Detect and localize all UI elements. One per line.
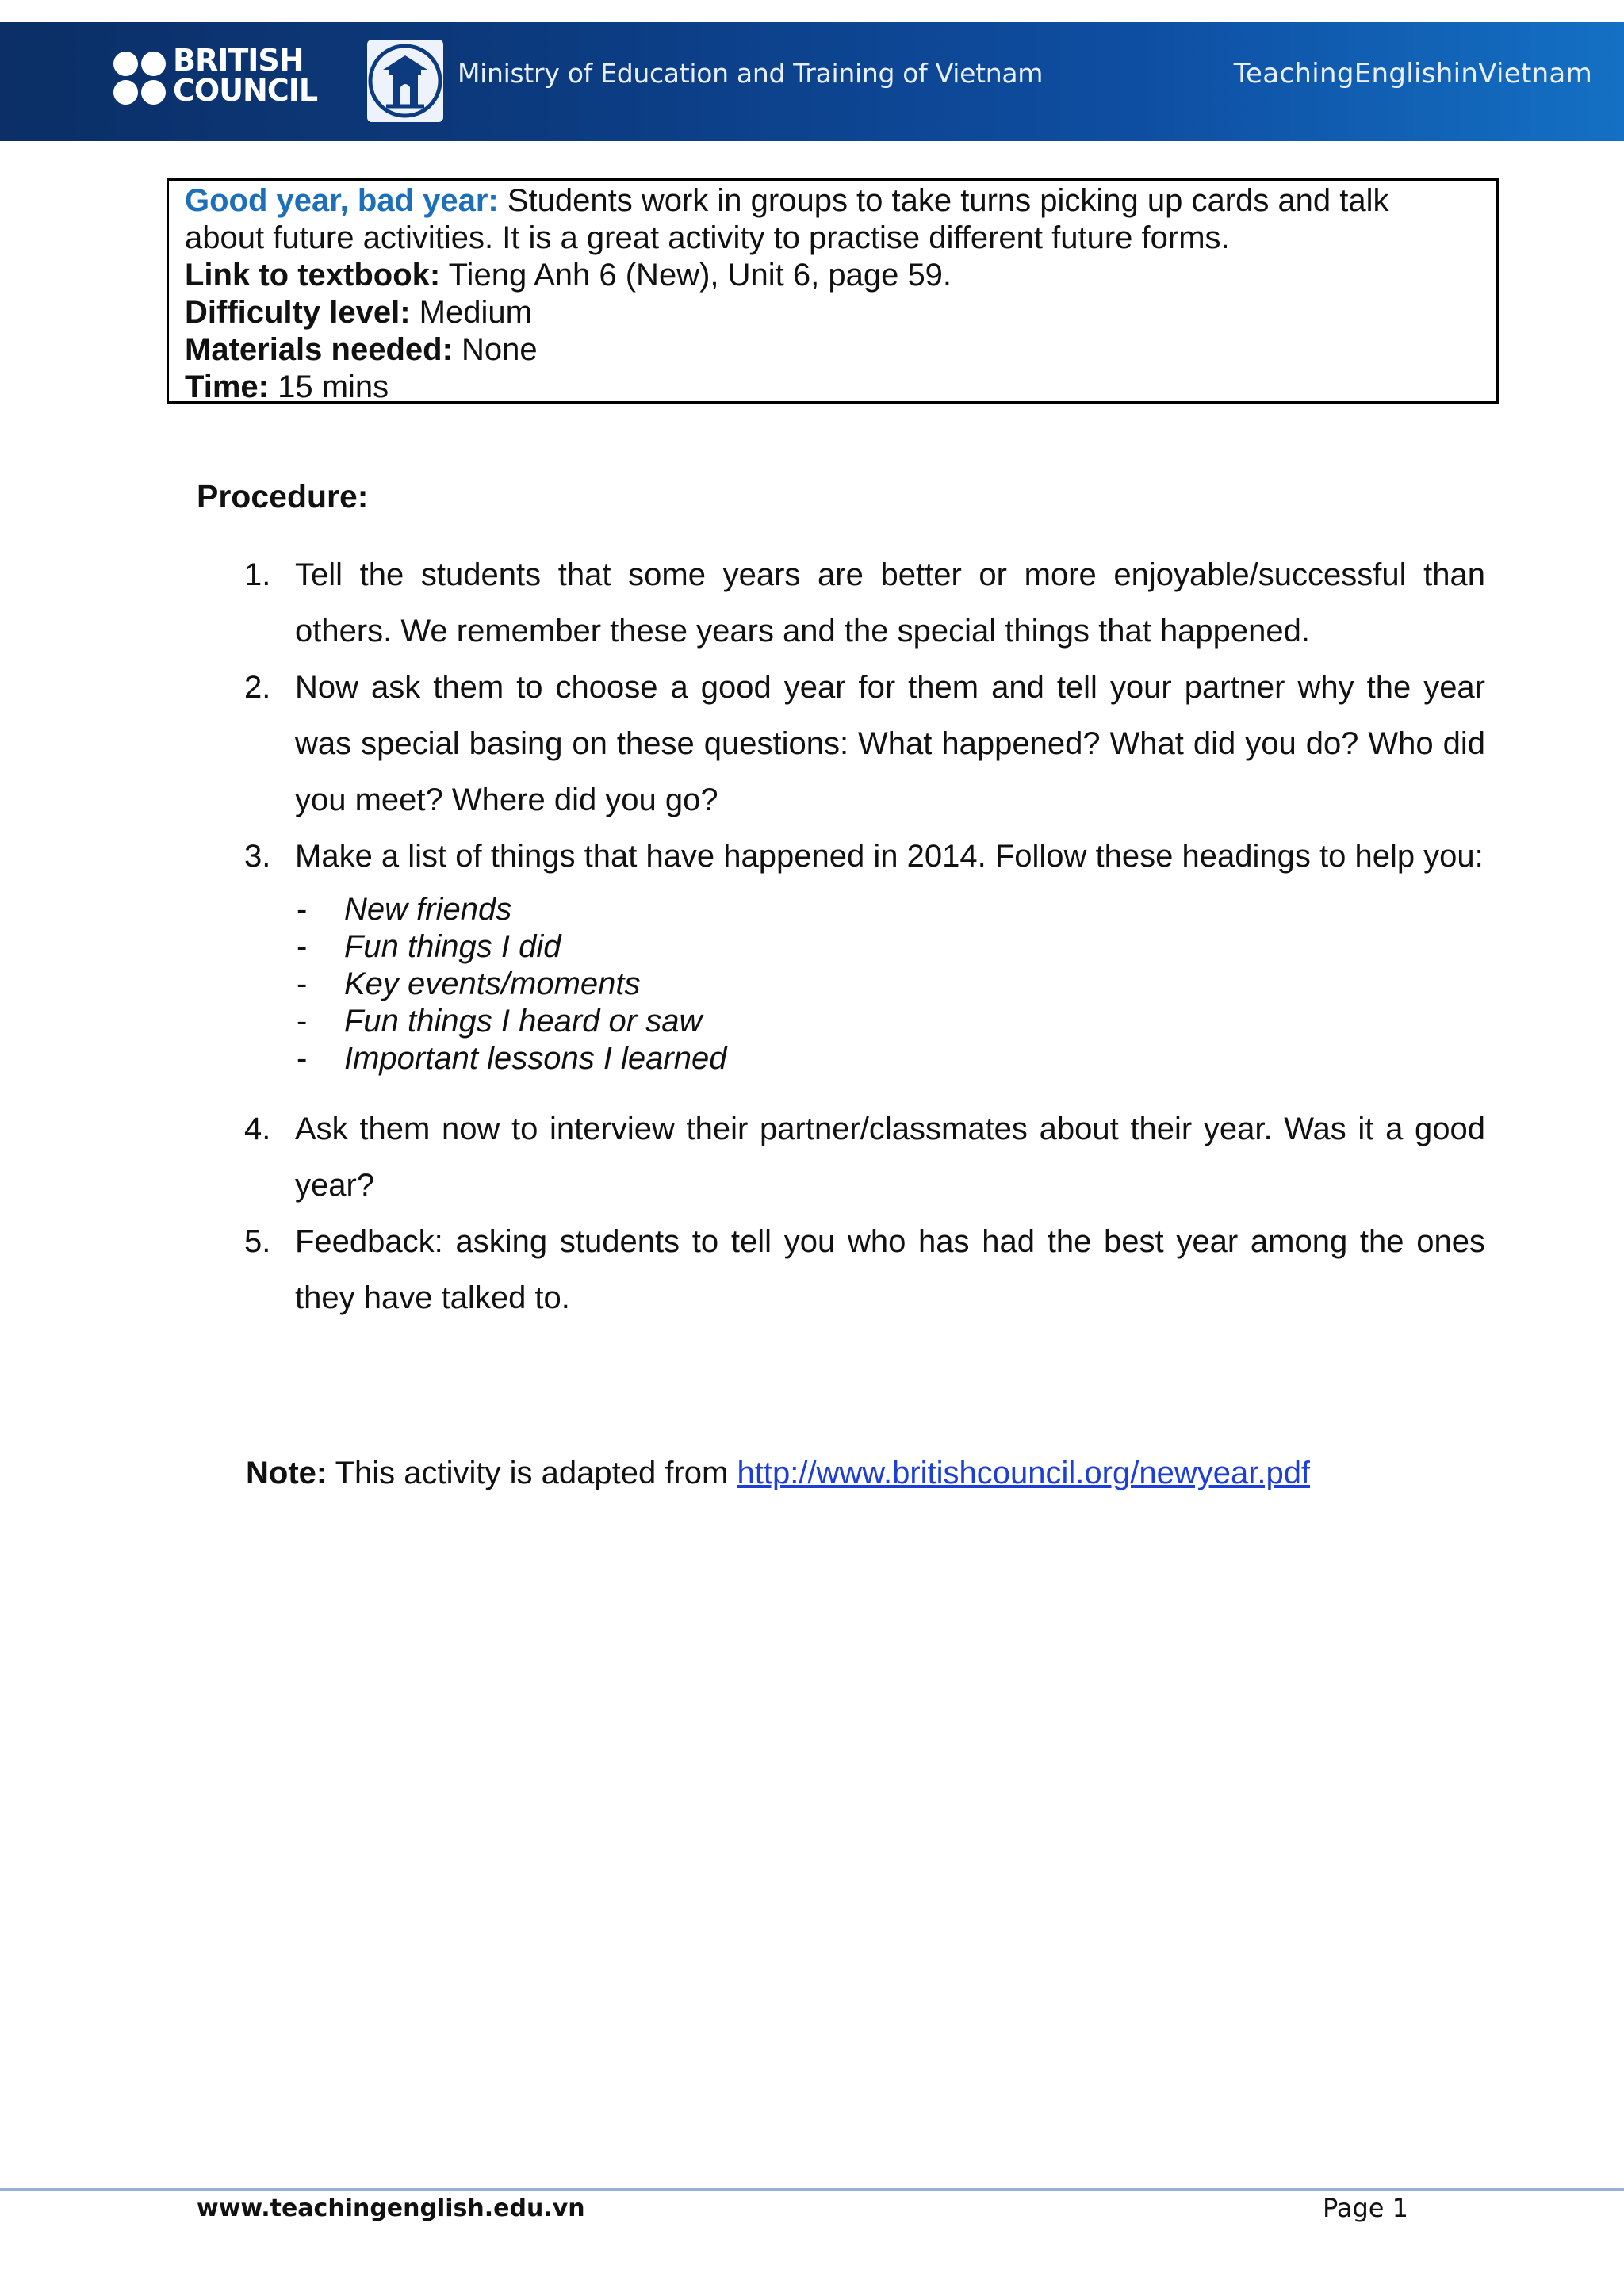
difficulty-row: Difficulty level: Medium — [185, 295, 532, 330]
ministry-name: Ministry of Education and Training of Vietnam — [458, 58, 1044, 89]
list-item: - Key events/moments — [297, 966, 641, 1001]
list-item: - New friends — [297, 892, 512, 927]
ministry-emblem-icon — [366, 38, 445, 124]
list-item: - Fun things I heard or saw — [297, 1004, 703, 1039]
procedure-steps — [244, 547, 1485, 1326]
british-council-wordmark: BRITISH COUNCIL — [173, 43, 318, 108]
activity-title: Good year, bad year: — [185, 183, 499, 218]
activity-summary-line1: Good year, bad year: Students work in groups to take turns picking up cards and talk — [185, 183, 1389, 218]
procedure-step: 3. Make a list of things that have happened in 2014. Follow these headings to help you: - New friends - Fun things I did - Key events/moments - Fun things I heard or saw - Important lessons I learned — [244, 828, 1485, 1077]
time-row: Time: 15 mins — [185, 369, 389, 404]
page-number: Page 1 — [1323, 2193, 1408, 2223]
header-banner — [0, 22, 1624, 141]
headings-list — [295, 891, 1485, 1077]
british-council-dots-icon — [113, 52, 167, 105]
footer-website: www.teachingenglish.edu.vn — [197, 2195, 585, 2222]
procedure-step: 5. Feedback: asking students to tell you who has had the best year among the ones they have talked to. — [244, 1224, 1485, 1315]
procedure-step: 4. Ask them now to interview their partner/classmates about their year. Was it a good year? — [244, 1112, 1485, 1203]
footer-divider — [0, 2188, 1624, 2191]
list-item: - Important lessons I learned — [297, 1041, 727, 1076]
site-brand: TeachingEnglishinVietnam — [1233, 58, 1592, 90]
materials-row: Materials needed: None — [185, 332, 538, 367]
procedure-step: 1. Tell the students that some years are better or more enjoyable/successful than others. We remember these years and the special things that happened. — [244, 557, 1485, 649]
textbook-link-row: Link to textbook: Tieng Anh 6 (New), Unit 6, page 59. — [185, 258, 952, 293]
procedure-heading: Procedure: — [197, 478, 369, 515]
list-item: - Fun things I did — [297, 929, 561, 964]
source-link[interactable]: http://www.britishcouncil.org/newyear.pdf — [737, 1456, 1311, 1490]
source-note: Note: This activity is adapted from http://www.britishcouncil.org/newyear.pdf — [246, 1456, 1311, 1490]
procedure-step: 2. Now ask them to choose a good year for them and tell your partner why the year was special basing on these questions: What happened? What did you do? Who did you meet? Where did you go? — [244, 670, 1485, 817]
activity-info-box — [167, 178, 1499, 404]
activity-summary-line2: about future activities. It is a great activity to practise different future forms. — [185, 220, 1230, 255]
